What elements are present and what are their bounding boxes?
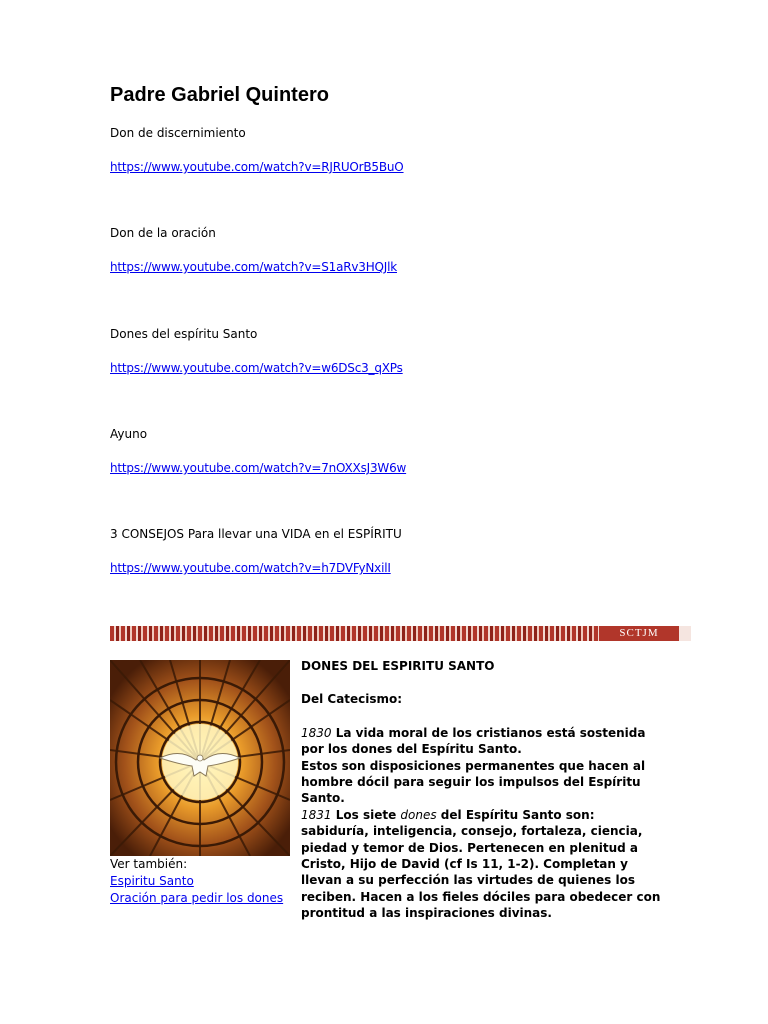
- video-link[interactable]: https://www.youtube.com/watch?v=S1aRv3HQJlk: [110, 260, 397, 274]
- see-also-section: [110, 856, 283, 907]
- holy-spirit-dove-image: [110, 660, 290, 856]
- oracion-dones-link[interactable]: Oración para pedir los dones: [110, 891, 284, 905]
- video-link[interactable]: https://www.youtube.com/watch?v=7nOXXsJ3W6w: [110, 461, 407, 475]
- catechism-article: [301, 658, 661, 922]
- paragraph-1830: [301, 725, 661, 758]
- banner-end: [679, 626, 691, 641]
- banner-logo: SCTJM: [599, 626, 679, 641]
- article-subheading: Del Catecismo:: [301, 692, 403, 707]
- paragraph-text: Estos son disposiciones permanentes que hacen al hombre dócil para seguir los impulsos del Espíritu Santo.: [301, 758, 646, 806]
- entry-title: Ayuno: [110, 427, 148, 441]
- video-link[interactable]: https://www.youtube.com/watch?v=w6DSc3_qXPs: [110, 361, 403, 375]
- article-heading: DONES DEL ESPIRITU SANTO: [301, 659, 495, 673]
- see-also-heading: Ver también:: [110, 857, 188, 871]
- paragraph-text: del Espíritu Santo son:: [440, 807, 595, 822]
- stained-glass-dove-icon: [110, 660, 290, 856]
- decorative-banner: [110, 626, 691, 641]
- paragraph-text: sabiduría, inteligencia, consejo, fortaleza, ciencia, piedad y temor de Dios. Pertenecen en plenitud a Cristo, Hijo de David (cf Is 11, 1-2). Completan y llevan a su perfección las virtudes de quienes los reciben. Hacen a los fieles dóciles para obedecer con prontitud a las inspiraciones divinas.: [301, 824, 661, 921]
- paragraph-number: 1830: [301, 725, 332, 740]
- entry-title: Don de la oración: [110, 226, 216, 240]
- video-link[interactable]: https://www.youtube.com/watch?v=RJRUOrB5BuO: [110, 160, 404, 174]
- video-link[interactable]: https://www.youtube.com/watch?v=h7DVFyNxilI: [110, 561, 391, 575]
- paragraph-text: La vida moral de los cristianos está sostenida por los dones del Espíritu Santo.: [301, 725, 646, 757]
- entry-title: Dones del espíritu Santo: [110, 327, 258, 341]
- espiritu-santo-link[interactable]: Espiritu Santo: [110, 874, 194, 888]
- entry-title: Don de discernimiento: [110, 126, 246, 140]
- paragraph-number: 1831: [301, 807, 332, 822]
- page-title: Padre Gabriel Quintero: [110, 84, 329, 106]
- paragraph-text: Los siete: [335, 807, 397, 822]
- entry-title: 3 CONSEJOS Para llevar una VIDA en el ESPÍRITU: [110, 527, 402, 541]
- paragraph-1831: [301, 807, 661, 823]
- emphasis-text: dones: [400, 807, 437, 822]
